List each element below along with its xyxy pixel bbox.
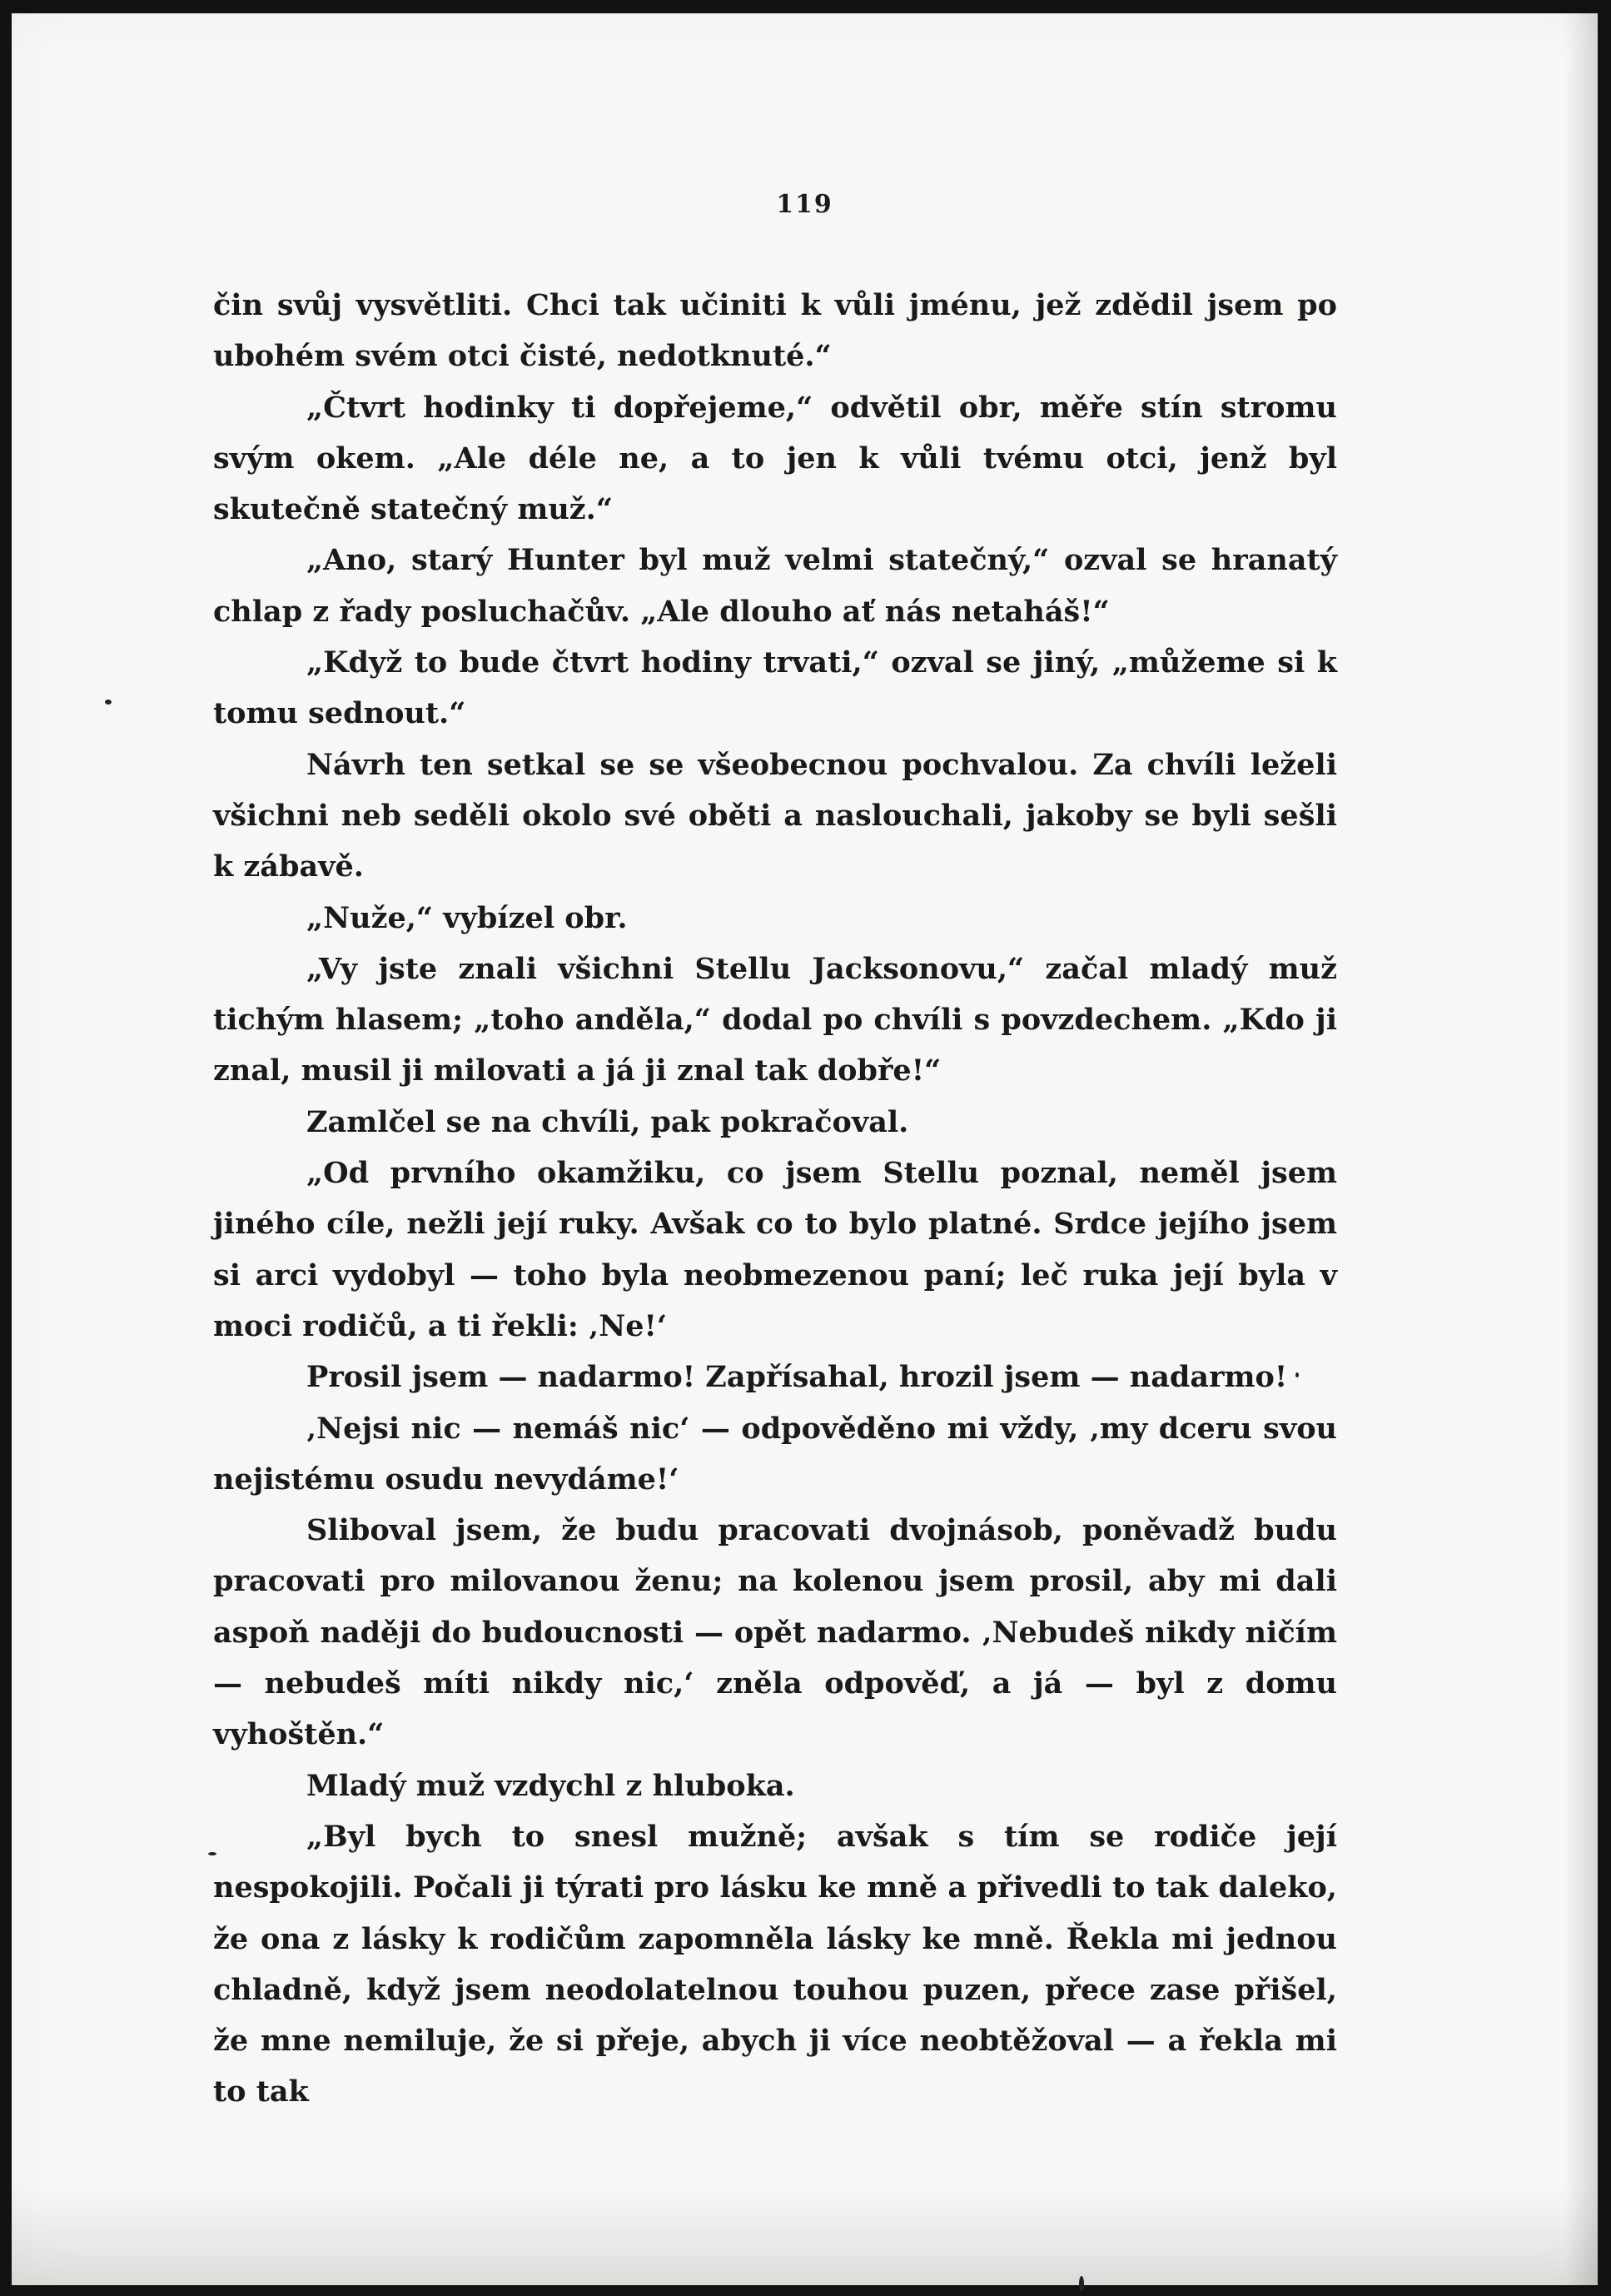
page-edge-shadow-bottom [12,2185,1598,2285]
paragraph: „Vy jste znali všichni Stellu Jacksonovu,“ začal mladý muž tichým hlasem; „toho anděla,“ dodal po chvíli s povzdechem. „Kdo ji znal, musil ji milovati a já ji znal tak dobře!“ [213,951,1337,1088]
paragraph: „Nuže,“ vybízel obr. [306,900,628,935]
paragraph: Zamlčel se na chvíli, pak pokračoval. [306,1104,909,1139]
paragraph: Mladý muž vzdychl z hluboka. [306,1768,795,1803]
body-text [213,280,1337,2118]
paragraph: „Byl bych to snesl mužně; avšak s tím se rodiče její nespokojili. Počali ji týrati pro lásku ke mně a přivedli to tak daleko, že ona z lásky k rodičům zapomněla lásky ke mně. Řekla mi jednou chladně, když jsem neodolatelnou touhou puzen, přece zase přišel, že mne nemiluje, že si přeje, abych ji více neobtěžoval — a řekla mi to tak [213,1819,1337,2109]
paragraph: „Když to bude čtvrt hodiny trvati,“ ozval se jiný, „můžeme si k tomu sednout.“ [213,645,1337,731]
paragraph: Prosil jsem — nadarmo! Zapřísahal, hrozil jsem — nadarmo! [306,1360,1288,1395]
paragraph: ‚Nejsi nic — nemáš nic‘ — odpověděno mi vždy, ‚my dceru svou nejistému osudu nevydáme!‘ [213,1411,1337,1497]
paragraph: „Od prvního okamžiku, co jsem Stellu poznal, neměl jsem jiného cíle, nežli její ruky. Avšak co to bylo platné. Srdce jejího jsem si arci vydobyl — toho byla neobmezenou paní; leč ruka její byla v moci rodičů, a ti řekli: ‚Ne!‘ [213,1156,1337,1343]
book-page [12,13,1598,2285]
paragraph: Sliboval jsem, že budu pracovati dvojnásob, poněvadž budu pracovati pro milovanou ženu; na kolenou jsem prosil, aby mi dali aspoň naději do budoucnosti — opět nadarmo. ‚Nebudeš nikdy ničím — nebudeš míti nikdy nic,‘ zněla odpověď, a já — byl z domu vyhoštěn.“ [213,1513,1337,1752]
ink-speck [1295,1372,1299,1377]
paragraph: čin svůj vysvětliti. Chci tak učiniti k vůli jménu, jež zdědil jsem po ubohém svém otci čisté, nedotknuté.“ [213,288,1337,374]
ink-speck [208,1852,216,1855]
paragraph: Návrh ten setkal se se všeobecnou pochvalou. Za chvíli leželi všichni neb seděli okolo své oběti a naslouchali, jakoby se byli sešli k zábavě. [213,747,1337,884]
ink-speck [105,700,112,705]
paragraph: „Čtvrt hodinky ti dopřejeme,“ odvětil obr, měře stín stromu svým okem. „Ale déle ne, a to jen k vůli tvému otci, jenž byl skutečně statečný muž.“ [213,390,1337,527]
paragraph: „Ano, starý Hunter byl muž velmi statečný,“ ozval se hranatý chlap z řady posluchačův. „Ale dlouho ať nás netaháš!“ [213,543,1337,629]
ink-speck [1079,2276,1084,2291]
page-number: 119 [776,190,833,219]
page-edge-shadow-right [1564,13,1598,2285]
